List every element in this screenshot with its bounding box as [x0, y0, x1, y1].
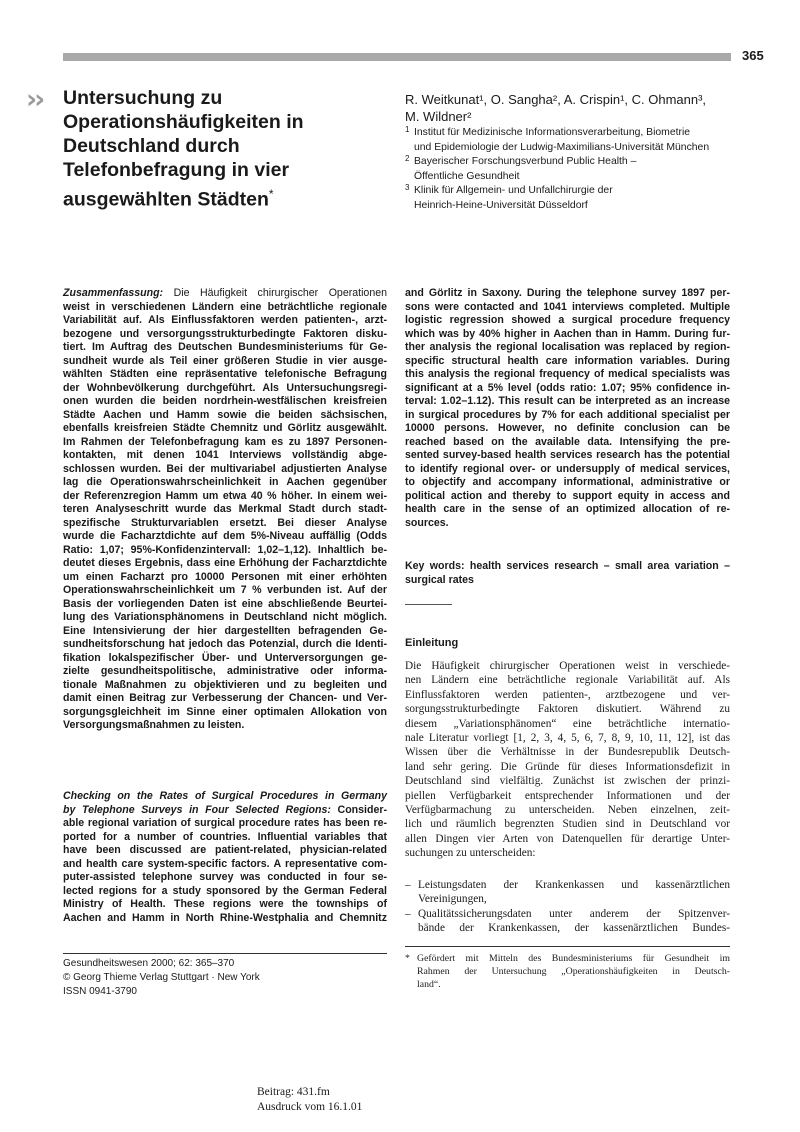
affiliation-line: Klinik für Allgemein- und Unfallchirurgie der	[414, 185, 613, 197]
author-line: R. Weitkunat¹, O. Sangha², A. Crispin¹, C. Ohmann³,	[405, 92, 707, 107]
section-heading: Einleitung	[405, 637, 459, 649]
title-line: Telefonbefragung in vier	[63, 159, 290, 181]
text-line: diesem „Variationsphänomen“ eine beträchtliche internatio-	[405, 717, 730, 730]
keywords-label: Key words:	[405, 560, 465, 572]
text-line: terval: 1.02–1.12). This result can be interpreted as an increase	[405, 395, 730, 407]
text-line: and health care system-specific factors. A representative com-	[63, 857, 387, 870]
text-line: land“.	[417, 979, 441, 990]
affiliations	[405, 126, 755, 214]
footer-rule-right	[405, 946, 730, 947]
text-line: Ratio: 1,07; 95%-Konfidenzintervall: 1,02–1,12). Inhaltlich be-	[63, 543, 387, 556]
abstract-line: Zusammenfassung: Die Häufigkeit chirurgischer Operationen	[63, 287, 387, 299]
text-line: bände der Krankenkassen, der kassenärztlichen Bundes-	[418, 922, 730, 935]
text-line: sundheit wurde als Teil einer größeren Studie in vier ausge-	[63, 354, 387, 367]
text-line: Verfügbarmachung zu unterscheiden. Neben einzelnen, zeit-	[405, 804, 730, 817]
list-item	[405, 878, 730, 907]
text-line: sources.	[405, 516, 449, 529]
text-line: 10000 persons. However, no definite conclusion can be	[405, 422, 730, 434]
print-info	[257, 1085, 362, 1114]
author-line: M. Wildner²	[405, 109, 472, 124]
text-line: health care in the sense of an optimized allocation of re-	[405, 503, 730, 515]
text-line: Variabilität auf. Als Einflussfaktoren werden patienten-, arzt-	[63, 314, 387, 326]
affiliation-item	[405, 184, 755, 213]
text-line: able regional variation of surgical procedure rates has been re-	[63, 817, 387, 829]
print-info-line: Beitrag: 431.fm	[257, 1086, 330, 1098]
affiliation-item	[405, 155, 755, 184]
affiliation-number: 3	[405, 183, 410, 193]
text-line: schlossen wurden. Bei der multivariabel adjustierten Analyse	[63, 462, 387, 475]
list-dash: –	[405, 879, 411, 891]
text-line: kontakten, mit denen 1041 Interviews vollständig abge-	[63, 449, 387, 461]
text-line: have been discussed are patient-related, physician-related	[63, 844, 387, 856]
abstract-lines	[405, 287, 730, 530]
affiliation-line: Heinrich-Heine-Universität Düsseldorf	[414, 199, 588, 211]
text-line: Versorgungsmaßnahmen zu leisten.	[63, 719, 245, 731]
text-line: puter-assisted telephone survey was conducted in four se-	[63, 871, 387, 883]
list-item	[405, 907, 730, 936]
text-line: sented survey-based health services research has the potential	[405, 449, 730, 461]
text-line: significant at a 5% level (odds ratio: 1.07; 95% confidence in-	[405, 381, 730, 394]
text-line: land sehr gering. Die Gründe für dieses Informationsdefizit in	[405, 760, 730, 773]
list-dash: –	[405, 907, 411, 920]
body-lines	[405, 659, 730, 861]
text-line: der Wohnbevölkerung durchgeführt. Als Untersuchungsregi-	[63, 381, 387, 394]
text-line: lung des Variationsphänomens in Deutschland nicht möglich.	[63, 611, 387, 623]
text-line: sons were contacted and 1041 interviews completed. Multiple	[405, 300, 730, 313]
divider	[405, 604, 452, 605]
text-line: tionale Maßnahmen zu objektivieren und zu begleiten und	[63, 678, 387, 691]
text-line: sorgungsstrukturbedingte Faktoren diskutiert. Während zu	[405, 703, 730, 716]
text-line: sundheitsforschung hat jedoch das Potenzial, durch die Identi-	[63, 638, 387, 650]
english-title-line: by Telephone Surveys in Four Selected Regions:	[63, 803, 331, 816]
text-line: der Referenzregion Hamm um etwa 40 % höher. In einem wei-	[63, 489, 387, 502]
title-line: Untersuchung zu	[63, 87, 223, 109]
footnote-lines	[405, 952, 730, 991]
journal-line: Gesundheitswesen 2000; 62: 365–370	[63, 958, 235, 969]
text-line: Basis der vorliegenden Daten ist eine abschließende Beurtei-	[63, 597, 387, 610]
double-chevron-icon: ››	[26, 84, 43, 115]
text-line: Eine Intensivierung der hier dargestellten befragenden Ge-	[63, 624, 387, 637]
text-line: and Görlitz in Saxony. During the telephone survey 1897 per-	[405, 287, 730, 299]
text-line: piellen Verfügbarkeit entsprechender Informationen und der	[405, 789, 730, 802]
text-line: lich und räumlich begrenzten Studien sind in Deutschland vor	[405, 818, 730, 831]
affiliation-line: Öffentliche Gesundheit	[414, 170, 520, 182]
keywords	[405, 560, 730, 587]
text-line: in surgical procedures by 7% for each additional specialist per	[405, 408, 730, 421]
list-item-lines	[418, 907, 730, 936]
text-line: sorgungsgleichheit im Sinne einer optimalen Allokation von	[63, 705, 387, 718]
affiliation-number: 2	[405, 154, 410, 164]
text-line: ther analysis the regional localisation was replaced by region-	[405, 341, 730, 353]
text-line: Deutschland sind vielfältig. Zunächst ist zwischen der prinzi-	[405, 775, 730, 788]
text-line: to identify regional over- or undersupply of medical services,	[405, 462, 730, 475]
text-line: Im Rahmen der Telefonbefragung kam es zu 1897 Personen-	[63, 435, 387, 448]
text-line: wurde die Facharztdichte auf dem 5%-Niveau auffällig (Odds	[63, 530, 387, 542]
text-line: Rahmen der Untersuchung „Operationshäufigkeiten in Deutsch-	[417, 966, 730, 977]
title-footnote-marker: *	[268, 187, 274, 201]
affiliation-line: und Epidemiologie der Ludwig-Maximilians-Universität München	[414, 141, 710, 153]
title-line: Operationshäufigkeiten in	[63, 111, 304, 133]
title-line: ausgewählten Städten*	[63, 187, 274, 211]
text-line: nen Ländern eine beträchtliche regionale Variabilität auf. Als	[405, 674, 730, 687]
text-line: nale Literatur vorliegt [1, 2, 3, 4, 5, 6, 7, 8, 9, 10, 11, 12], ist das	[405, 732, 730, 745]
journal-line: © Georg Thieme Verlag Stuttgart · New York	[63, 972, 260, 983]
text-line: fikation lokalspezifischer Über- und Unterversorgungen ge-	[63, 651, 387, 664]
text-line: spezifische Strukturvariablen ersetzt. Bei dieser Analyse	[63, 516, 387, 529]
abstract-english	[63, 790, 387, 925]
journal-line: ISSN 0941-3790	[63, 986, 137, 997]
text-line: this analysis the regional frequency of medical specialists was	[405, 368, 730, 380]
text-line: deutet dieses Ergebnis, dass eine Erhöhung der Facharztdichte	[63, 557, 387, 569]
affiliation-line: Institut für Medizinische Informationsverarbeitung, Biometrie	[414, 127, 691, 138]
print-info-line: Ausdruck vom 16.1.01	[257, 1100, 363, 1113]
text-line: ported for a number of countries. Influential variables that	[63, 830, 387, 843]
text-line: specific structural health care information variables. During	[405, 354, 730, 367]
text-line: Leistungsdaten der Krankenkassen und kassenärztlichen	[418, 879, 730, 891]
text-line: Aachen and Hamm in North Rhine-Westphalia and Chemnitz	[63, 911, 387, 924]
keywords-line: surgical rates	[405, 573, 474, 586]
footer-rule-left	[63, 953, 387, 954]
text-line: Ministry of Health. These regions were the townships of	[63, 898, 387, 910]
text-line: ebenfalls kreisfreien Städte Chemnitz und Görlitz ausgewählt.	[63, 422, 387, 434]
article-title	[63, 86, 363, 212]
author-list	[405, 91, 745, 125]
text-line: suchungen zu unterscheiden:	[405, 847, 536, 860]
abstract-english-continued	[405, 287, 730, 530]
abstract-line: by Telephone Surveys in Four Selected Regions: Consider-	[63, 803, 387, 816]
text-line: lag die Operationswahrscheinlichkeit in Aachen gegenüber	[63, 476, 387, 488]
text-line: lected regions for a study sponsored by the German Federal	[63, 884, 387, 897]
keywords-line: Key words: health services research – small area variation –	[405, 560, 730, 572]
text-line: um einen Facharzt pro 10000 Personen mit einer erhöhten	[63, 570, 387, 583]
text-line: which was by 40% higher in Aachen than in Hamm. During fur-	[405, 327, 730, 340]
data-source-list	[405, 878, 730, 936]
abstract-german	[63, 287, 387, 733]
footnote	[405, 952, 730, 991]
text-line: Gefördert mit Mitteln des Bundesministeriums für Gesundheit im	[417, 953, 730, 964]
text-line: political action and thereby to support equity in access and	[405, 489, 730, 502]
text-line: Einflussfaktoren werden patienten-, arztbezogene und ver-	[405, 688, 730, 701]
list-item-lines	[418, 878, 730, 907]
abstract-label: Zusammenfassung:	[63, 287, 164, 299]
text-line: weist in verschiedenen Ländern eine beträchtliche regionale	[63, 300, 387, 313]
abstract-lines	[63, 817, 387, 925]
text-line: Qualitätssicherungsdaten unter anderem der Spitzenver-	[418, 907, 730, 920]
text-line: damit einen Beitrag zur Verbesserung der Chancen- und Ver-	[63, 692, 387, 704]
text-line: Vereinigungen,	[418, 893, 487, 906]
journal-citation	[63, 957, 260, 999]
text-line: onen wurden die beiden nordrhein-westfälischen kreisfreien	[63, 395, 387, 407]
text-line: tiert. Im Auftrag des Deutschen Bundesministeriums für Ge-	[63, 341, 387, 353]
header-rule	[63, 53, 731, 61]
text-line: Operationswahrscheinlichkeit um 7 % verbunden ist. Auf der	[63, 584, 387, 596]
page-number: 365	[742, 48, 764, 63]
text-line: teren Analyseschritt wurde das Merkmal Stadt durch stadt-	[63, 503, 387, 515]
text-line: Wissen über die Verhältnisse in der Bundesrepublik Deutsch-	[405, 746, 730, 759]
text-line: zielte gesundheitspolitische, administrative oder informa-	[63, 665, 387, 677]
affiliation-line: Bayerischer Forschungsverbund Public Health –	[414, 156, 637, 168]
affiliation-number: 1	[405, 125, 410, 134]
text-line: Die Häufigkeit chirurgischer Operationen weist in verschiede-	[405, 660, 730, 672]
text-line: reached based on the available data. Intensifying the pre-	[405, 435, 730, 448]
text-line: allen Dingen vier Arten von Datenquellen für derartige Unter-	[405, 832, 730, 845]
english-title-line: Checking on the Rates of Surgical Procedures in Germany	[63, 790, 387, 802]
text-line: wählten Städten eine repräsentative telefonische Befragung	[63, 368, 387, 380]
title-line: Deutschland durch	[63, 135, 240, 157]
abstract-lines	[63, 301, 387, 733]
section-body	[405, 659, 730, 861]
text-line: Städte Aachen und Hamm sowie die beiden sächsischen,	[63, 408, 387, 421]
text-line: logistic regression showed a surgical procedure frequency	[405, 314, 730, 326]
text-line: to objectify and accompany informational, administrative or	[405, 476, 730, 488]
affiliation-item	[405, 126, 755, 155]
text-line: bezogene und versorgungsstrukturbedingte Faktoren disku-	[63, 327, 387, 340]
footnote-marker: *	[405, 953, 410, 964]
